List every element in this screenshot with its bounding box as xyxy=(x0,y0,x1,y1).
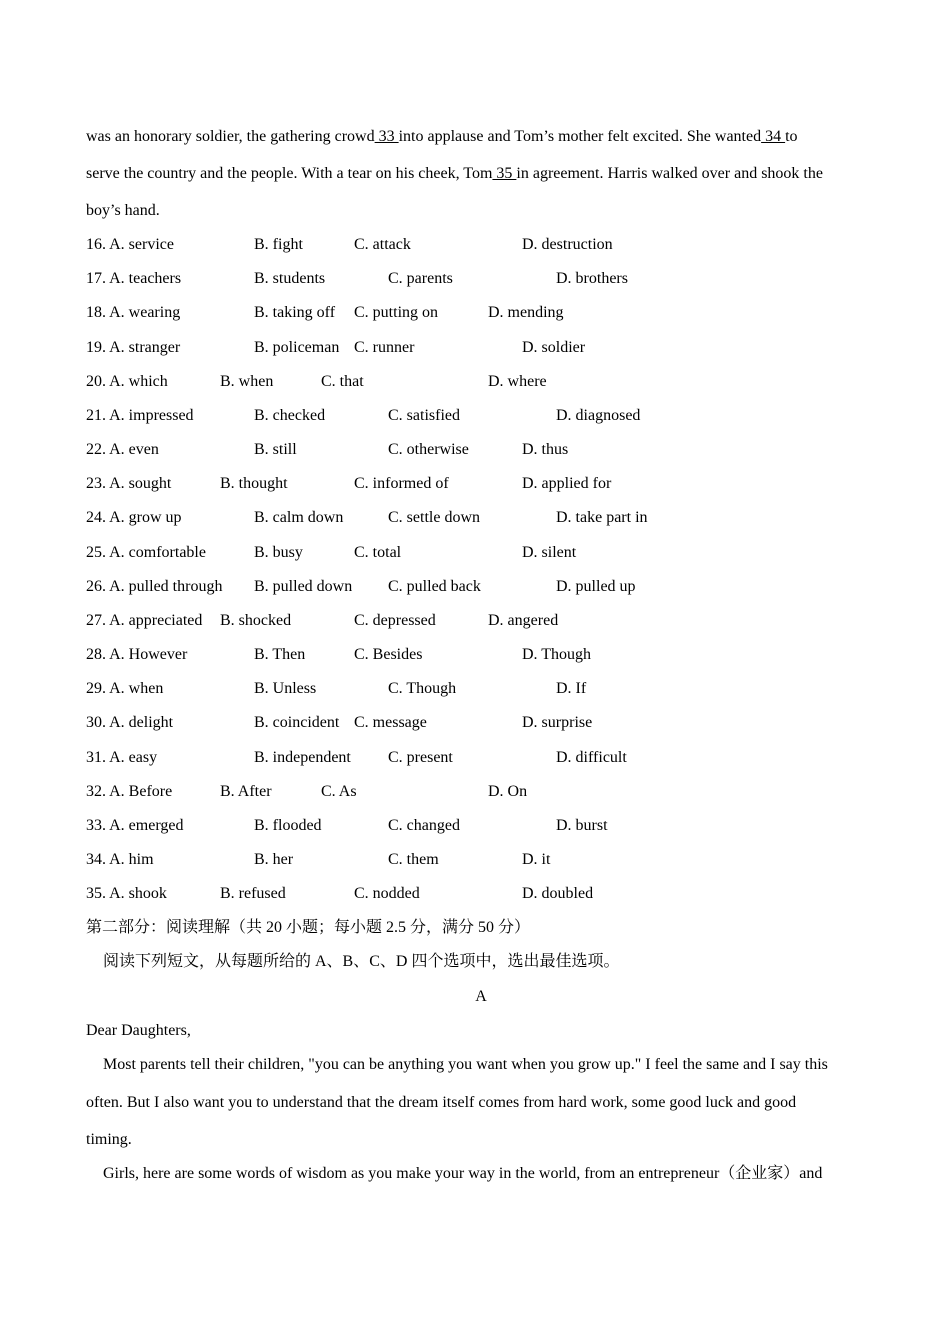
option-b: B. taking off xyxy=(254,304,336,321)
option-c: C. nodded xyxy=(354,885,420,902)
option-a: 32. A. Before xyxy=(86,783,173,800)
paragraph-1-line-3: timing. xyxy=(86,1131,132,1148)
option-a: 28. A. However xyxy=(86,646,188,663)
passage-text: into applause and Tom’s mother felt excited. She wanted xyxy=(398,128,762,145)
option-c: C. pulled back xyxy=(388,578,481,595)
letter-salutation: Dear Daughters, xyxy=(86,1022,191,1039)
option-d: D. where xyxy=(488,373,547,390)
option-b: B. checked xyxy=(254,407,326,424)
option-d: D. surprise xyxy=(522,714,593,731)
option-a: 18. A. wearing xyxy=(86,304,181,321)
option-b: B. refused xyxy=(220,885,286,902)
option-b: B. Then xyxy=(254,646,306,663)
option-b: B. shocked xyxy=(220,612,292,629)
option-a: 27. A. appreciated xyxy=(86,612,203,629)
option-d: D. soldier xyxy=(522,339,586,356)
option-a: 23. A. sought xyxy=(86,475,172,492)
passage-text: to xyxy=(785,128,798,145)
option-c: C. otherwise xyxy=(388,441,469,458)
option-b: B. Unless xyxy=(254,680,317,697)
paragraph-2-line-1: Girls, here are some words of wisdom as you make your way in the world, from an entrepreneur（企业家）and xyxy=(103,1165,823,1182)
option-b: B. flooded xyxy=(254,817,322,834)
option-a: 16. A. service xyxy=(86,236,174,253)
option-a: 35. A. shook xyxy=(86,885,167,902)
option-a: 24. A. grow up xyxy=(86,509,182,526)
option-c: C. them xyxy=(388,851,439,868)
option-c: C. message xyxy=(354,714,427,731)
passage-text: serve the country and the people. With a tear on his cheek, Tom xyxy=(86,165,493,182)
option-c: C. present xyxy=(388,749,453,766)
option-b: B. independent xyxy=(254,749,351,766)
option-c: C. attack xyxy=(354,236,411,253)
option-d: D. it xyxy=(522,851,551,868)
option-a: 21. A. impressed xyxy=(86,407,194,424)
option-b: B. calm down xyxy=(254,509,344,526)
option-d: D. thus xyxy=(522,441,569,458)
paragraph-1-line-1: Most parents tell their children, "you can be anything you want when you grow up." I feel the same and I say this xyxy=(103,1056,828,1073)
option-d: D. On xyxy=(488,783,528,800)
option-c: C. Besides xyxy=(354,646,423,663)
option-b: B. fight xyxy=(254,236,303,253)
option-b: B. After xyxy=(220,783,272,800)
option-a: 26. A. pulled through xyxy=(86,578,223,595)
option-c: C. Though xyxy=(388,680,457,697)
option-c: C. informed of xyxy=(354,475,449,492)
option-b: B. thought xyxy=(220,475,288,492)
option-c: C. depressed xyxy=(354,612,436,629)
option-d: D. applied for xyxy=(522,475,612,492)
passage-text: was an honorary soldier, the gathering crowd xyxy=(86,128,375,145)
option-a: 25. A. comfortable xyxy=(86,544,206,561)
option-a: 31. A. easy xyxy=(86,749,158,766)
option-a: 17. A. teachers xyxy=(86,270,182,287)
option-a: 22. A. even xyxy=(86,441,159,458)
option-b: B. busy xyxy=(254,544,303,561)
paragraph-1-line-2: often. But I also want you to understand that the dream itself comes from hard work, some good luck and good xyxy=(86,1094,797,1111)
option-d: D. destruction xyxy=(522,236,613,253)
option-d: D. take part in xyxy=(556,509,648,526)
option-c: C. putting on xyxy=(354,304,439,321)
option-b: B. students xyxy=(254,270,326,287)
passage-line-1 xyxy=(86,127,798,147)
blank-35: 35 xyxy=(492,165,517,182)
option-a: 34. A. him xyxy=(86,851,154,868)
blank-33: 33 xyxy=(374,128,399,145)
option-c: C. settle down xyxy=(388,509,480,526)
option-d: D. If xyxy=(556,680,587,697)
option-b: B. coincident xyxy=(254,714,340,731)
blank-34: 34 xyxy=(761,128,786,145)
section-instruction: 阅读下列短文，从每题所给的 A、B、C、D 四个选项中，选出最佳选项。 xyxy=(103,953,620,970)
option-a: 20. A. which xyxy=(86,373,168,390)
passage-line-3: boy’s hand. xyxy=(86,202,160,219)
option-a: 30. A. delight xyxy=(86,714,174,731)
option-d: D. silent xyxy=(522,544,577,561)
option-d: D. diagnosed xyxy=(556,407,641,424)
option-c: C. satisfied xyxy=(388,407,460,424)
option-a: 29. A. when xyxy=(86,680,164,697)
option-d: D. angered xyxy=(488,612,559,629)
option-d: D. mending xyxy=(488,304,564,321)
option-c: C. As xyxy=(321,783,357,800)
option-d: D. doubled xyxy=(522,885,594,902)
option-b: B. pulled down xyxy=(254,578,353,595)
option-c: C. that xyxy=(321,373,364,390)
option-d: D. brothers xyxy=(556,270,628,287)
passage-line-2 xyxy=(86,164,823,184)
passage-letter: A xyxy=(475,988,487,1005)
option-c: C. runner xyxy=(354,339,415,356)
option-a: 33. A. emerged xyxy=(86,817,184,834)
option-c: C. changed xyxy=(388,817,460,834)
option-b: B. still xyxy=(254,441,297,458)
option-c: C. total xyxy=(354,544,402,561)
option-a: 19. A. stranger xyxy=(86,339,181,356)
option-d: D. pulled up xyxy=(556,578,636,595)
option-b: B. when xyxy=(220,373,274,390)
passage-text: in agreement. Harris walked over and shook the xyxy=(516,165,823,182)
option-b: B. her xyxy=(254,851,294,868)
option-d: D. difficult xyxy=(556,749,627,766)
option-b: B. policeman xyxy=(254,339,340,356)
section-heading: 第二部分：阅读理解（共 20 小题；每小题 2.5 分，满分 50 分） xyxy=(86,919,531,936)
option-c: C. parents xyxy=(388,270,453,287)
option-d: D. Though xyxy=(522,646,592,663)
option-d: D. burst xyxy=(556,817,608,834)
